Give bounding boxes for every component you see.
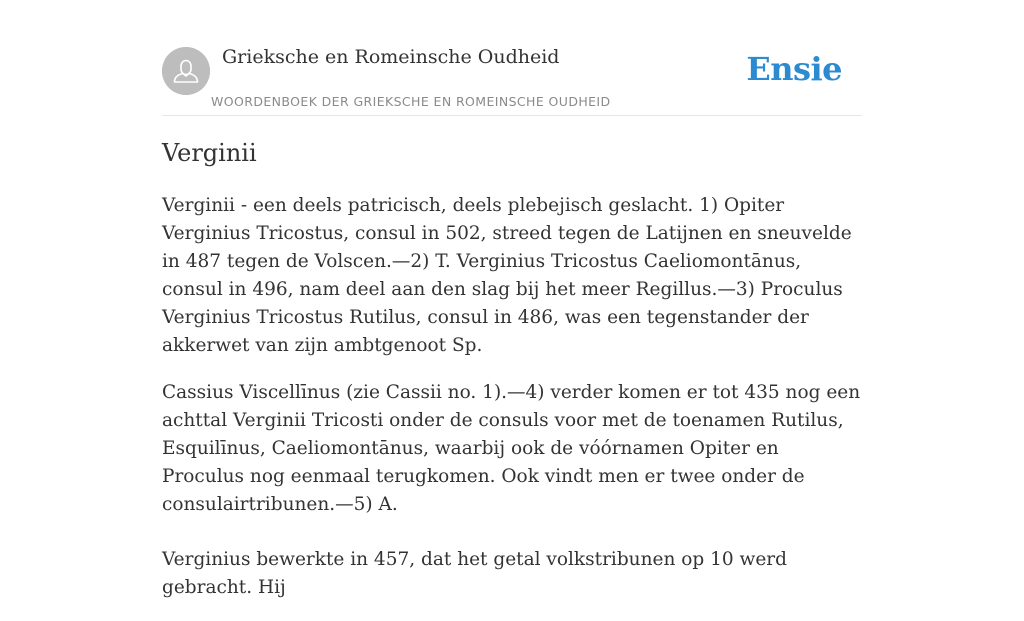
entry-title: Verginii bbox=[162, 139, 257, 167]
entry-paragraph: Verginii - een deels patricisch, deels plebejisch geslacht. 1) Opiter Verginius Tricostus, consul in 502, streed tegen de Latijnen en sneuvelde in 487 tegen de Volscen.—2) T. Verginius Tricostus Caeliomontānus, consul in 496, nam deel aan den slag bij het meer Regillus.—3) Proculus Verginius Tricostus Rutilus, consul in 486, was een tegenstander der akkerwet van zijn ambtgenoot Sp. bbox=[162, 195, 852, 356]
user-silhouette-icon[interactable] bbox=[162, 47, 210, 95]
entry-paragraph: Verginius bewerkte in 457, dat het getal volkstribunen op 10 werd gebracht. Hij bbox=[162, 549, 787, 598]
site-title[interactable]: Grieksche en Romeinsche Oudheid bbox=[222, 46, 560, 68]
entry-content bbox=[162, 192, 862, 621]
ensie-logo[interactable]: Ensie bbox=[746, 50, 842, 88]
entry-paragraph: Cassius Viscellīnus (zie Cassii no. 1).—4) verder komen er tot 435 nog een achttal Verginii Tricosti onder de consuls voor met de toenamen Rutilus, Esquilīnus, Caeliomontānus, waarbij ook de vóórnamen Opiter en Proculus nog eenmaal terugkomen. Ook vindt men er twee onder de consulairtribunen.—5) A. bbox=[162, 382, 861, 515]
site-header bbox=[162, 0, 862, 116]
page bbox=[162, 0, 862, 598]
site-subtitle[interactable]: WOORDENBOEK DER GRIEKSCHE EN ROMEINSCHE OUDHEID bbox=[211, 94, 611, 109]
